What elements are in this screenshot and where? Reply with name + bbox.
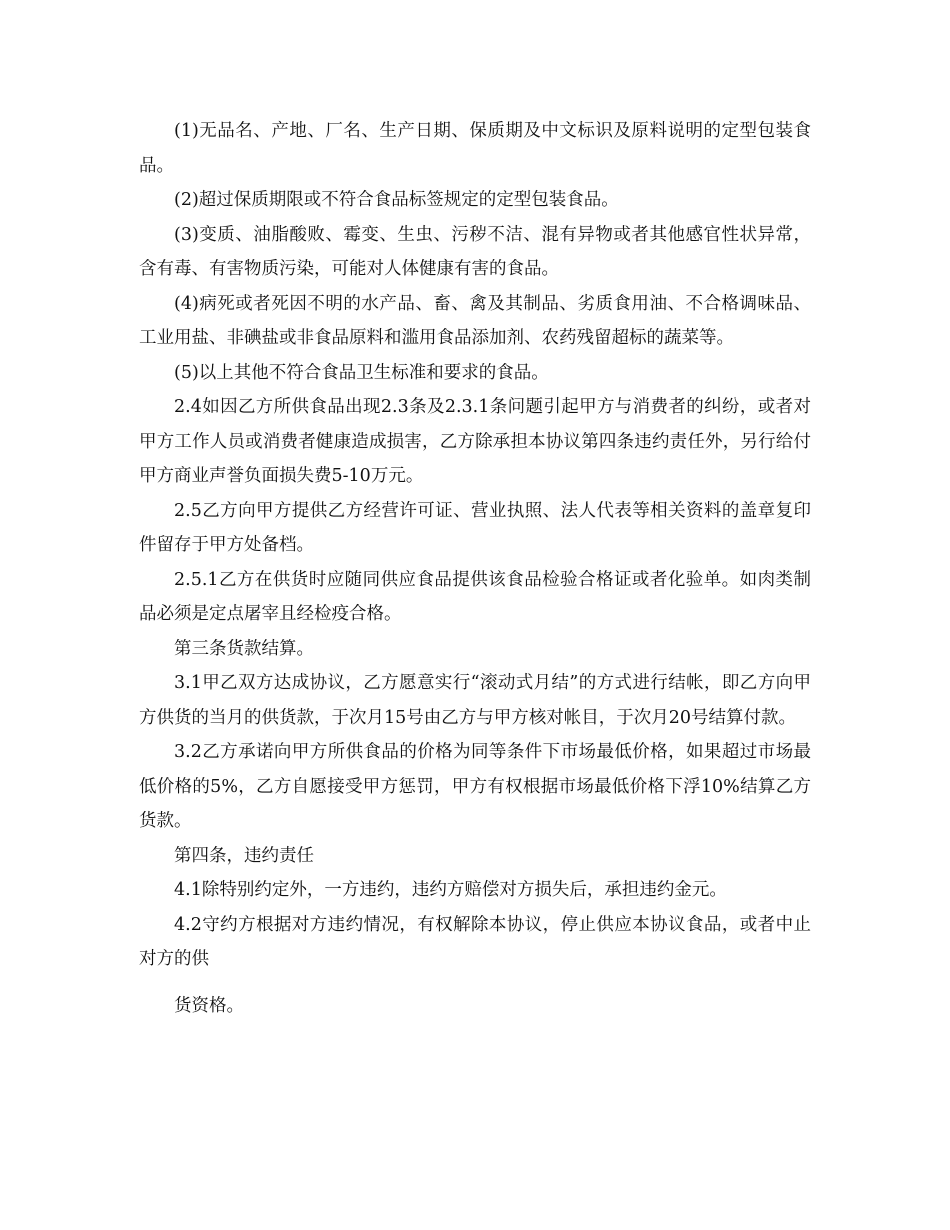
paragraph-item-4: (4)病死或者死因不明的水产品、畜、禽及其制品、劣质食用油、不合格调味品、工业用盐、非碘盐或非食品原料和滥用食品添加剂、农药残留超标的蔬菜等。 — [139, 293, 811, 348]
paragraph-item-2: (2)超过保质期限或不符合食品标签规定的定型包装食品。 — [174, 190, 619, 210]
clause-3-2: 3.2乙方承诺向甲方所供食品的价格为同等条件下市场最低价格，如果超过市场最低价格的5%，乙方自愿接受甲方惩罚，甲方有权根据市场最低价格下浮10%结算乙方货款。 — [139, 742, 811, 831]
paragraph-item-5: (5)以上其他不符合食品卫生标准和要求的食品。 — [174, 362, 549, 383]
clause-2-5-1: 2.5.1乙方在供货时应随同供应食品提供该食品检验合格证或者化验单。如肉类制品必须是定点屠宰且经检疫合格。 — [139, 569, 811, 624]
section-heading-article-4: 第四条，违约责任 — [174, 845, 314, 866]
clause-2-5: 2.5乙方向甲方提供乙方经营许可证、营业执照、法人代表等相关资料的盖章复印件留存于甲方处备档。 — [139, 500, 811, 555]
section-heading-article-3: 第三条货款结算。 — [174, 638, 314, 659]
clause-4-2: 4.2守约方根据对方违约情况，有权解除本协议，停止供应本协议食品，或者中止对方的供 — [139, 914, 811, 969]
document-body — [139, 114, 811, 1023]
clause-4-2-continuation: 货资格。 — [174, 995, 244, 1016]
clause-2-4: 2.4如因乙方所供食品出现2.3条及2.3.1条问题引起甲方与消费者的纠纷，或者对甲方工作人员或消费者健康造成损害，乙方除承担本协议第四条违约责任外，另行给付甲方商业声誉负面损失费5-10万元。 — [139, 397, 811, 486]
paragraph-item-3: (3)变质、油脂酸败、霉变、生虫、污秽不洁、混有异物或者其他感官性状异常，含有毒、有害物质污染，可能对人体健康有害的食品。 — [139, 224, 811, 279]
clause-3-1: 3.1甲乙双方达成协议，乙方愿意实行“滚动式月结”的方式进行结帐，即乙方向甲方供货的当月的供货款，于次月15号由乙方与甲方核对帐目，于次月20号结算付款。 — [139, 673, 811, 728]
paragraph-item-1: (1)无品名、产地、厂名、生产日期、保质期及中文标识及原料说明的定型包装食品。 — [139, 121, 811, 176]
clause-4-1: 4.1除特别约定外，一方违约，违约方赔偿对方损失后，承担违约金元。 — [174, 880, 727, 900]
